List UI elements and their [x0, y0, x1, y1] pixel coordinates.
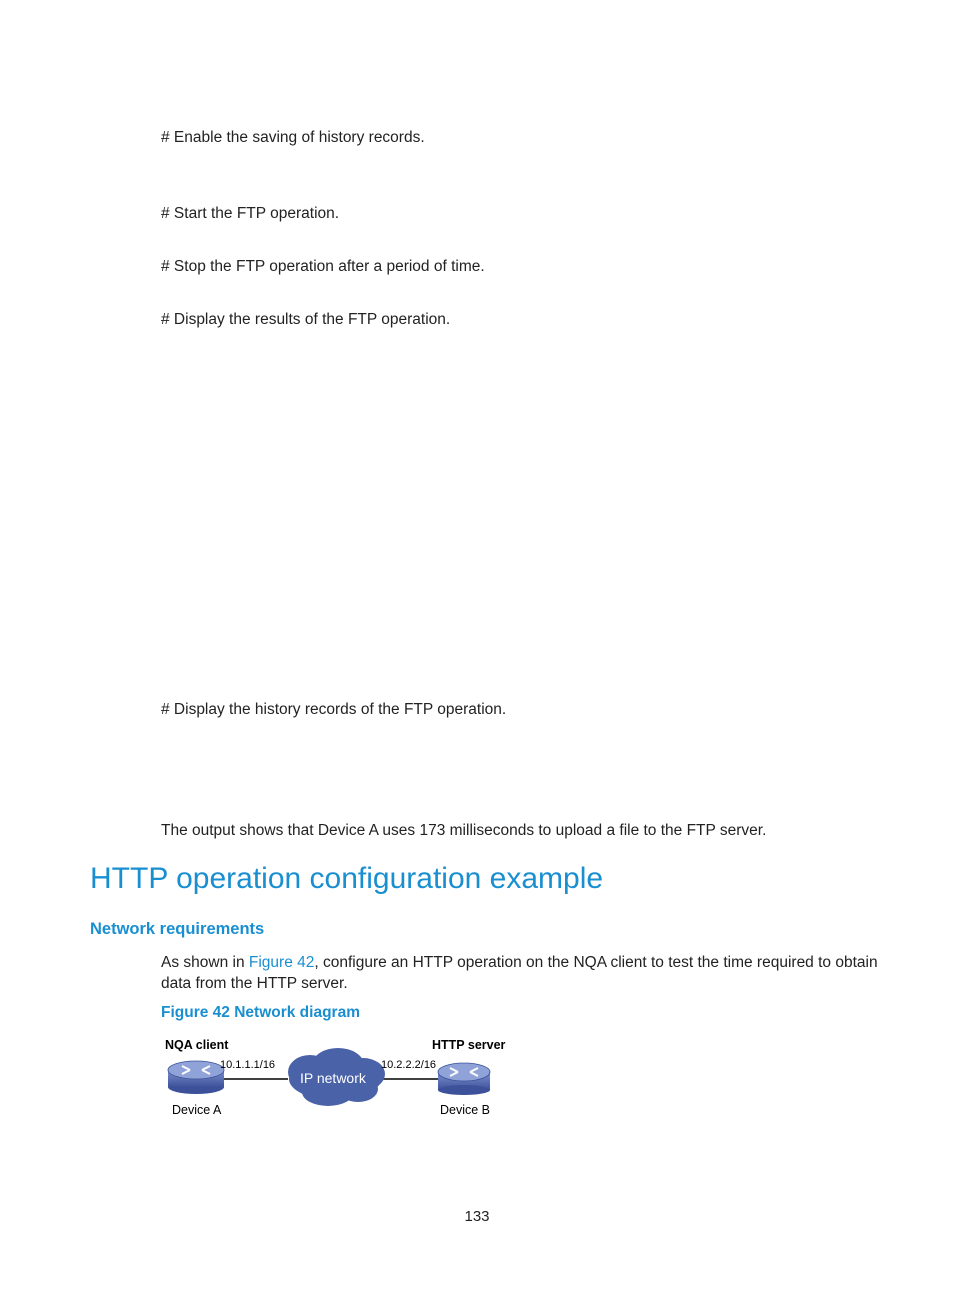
- step-display-results: # Display the results of the FTP operation.: [161, 311, 451, 328]
- device-b-label: Device B: [440, 1103, 491, 1117]
- device-b-switch-icon: [438, 1063, 490, 1095]
- figure-caption: Figure 42 Network diagram: [161, 1004, 360, 1021]
- network-diagram: [160, 1034, 520, 1129]
- step-start-ftp: # Start the FTP operation.: [161, 205, 340, 222]
- requirements-suffix: , configure an HTTP operation on the NQA client to test the time required to obtain data from the HTTP server.: [161, 954, 878, 992]
- device-a-router-icon: [168, 1061, 224, 1094]
- device-a-label: Device A: [172, 1103, 222, 1117]
- http-server-label: HTTP server: [432, 1038, 506, 1052]
- figure-link[interactable]: Figure 42: [248, 954, 315, 971]
- step-stop-ftp: # Stop the FTP operation after a period of time.: [161, 258, 485, 275]
- right-ip-label: 10.2.2.2/16: [381, 1059, 437, 1071]
- step-display-history: # Display the history records of the FTP operation.: [161, 701, 507, 718]
- subsection-title: Network requirements: [90, 920, 265, 938]
- page-number: 133: [464, 1208, 490, 1225]
- section-title: HTTP operation configuration example: [90, 862, 604, 895]
- ip-network-label: IP network: [300, 1070, 366, 1086]
- left-ip-label: 10.1.1.1/16: [220, 1059, 276, 1071]
- output-summary: The output shows that Device A uses 173 milliseconds to upload a file to the FTP server.: [161, 822, 767, 839]
- requirements-prefix: As shown in: [161, 954, 249, 971]
- nqa-client-label: NQA client: [165, 1038, 229, 1052]
- network-diagram-svg: [160, 1034, 520, 1124]
- step-enable-history: # Enable the saving of history records.: [161, 129, 425, 146]
- requirements-paragraph: [161, 952, 881, 994]
